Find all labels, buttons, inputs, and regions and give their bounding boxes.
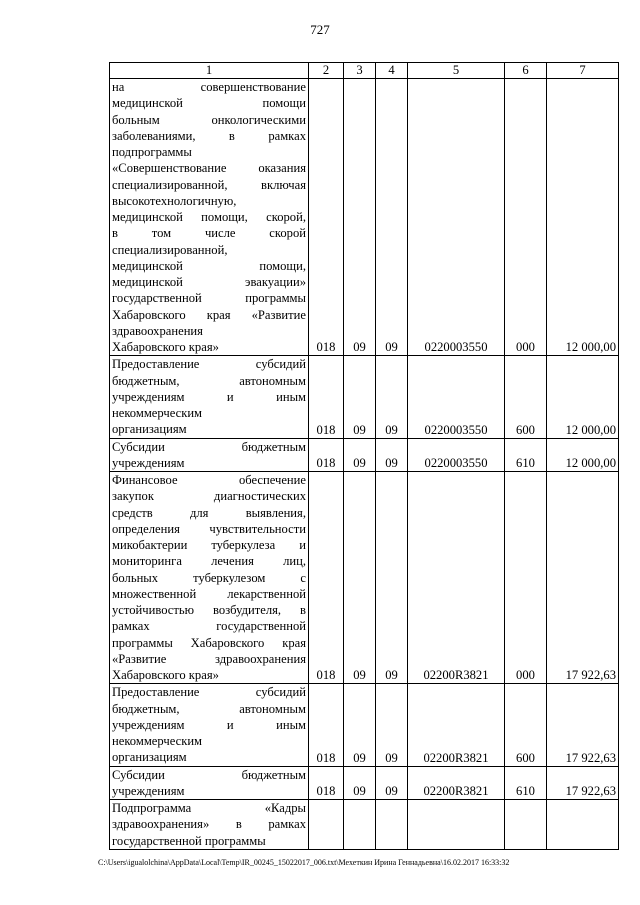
description-line: государственной программы <box>112 291 306 306</box>
description-line: микобактерии туберкулеза и <box>112 538 306 552</box>
description-line: множественной лекарственной <box>112 586 306 601</box>
section-code-cell: 09 <box>344 472 376 684</box>
description-line: учреждениям и иным <box>112 717 306 732</box>
ministry-code-cell: 018 <box>309 438 344 472</box>
section-code-cell: 09 <box>344 766 376 800</box>
header-cell-1: 1 <box>110 63 309 79</box>
description-line: заболеваниями, в рамках <box>112 128 306 143</box>
description-line: определения чувствительности <box>112 521 306 536</box>
description-line: медицинской помощи, скорой, <box>112 210 306 224</box>
description-line: здравоохранения <box>112 323 203 338</box>
description-line: медицинской помощи, <box>112 258 306 273</box>
target-article-cell: 0220003550 <box>408 79 505 356</box>
expense-type-cell <box>505 800 547 850</box>
target-article-cell: 02200R3821 <box>408 472 505 684</box>
file-path-footer: C:\Users\igualolchina\AppData\Local\Temp\IR_00245_15022017_006.txt\Мехеткин Ирина Геннадьевна\16.02.2017 16:33:32 <box>98 858 510 867</box>
description-line: Субсидии бюджетным <box>112 767 306 782</box>
subsection-code-cell: 09 <box>376 438 408 472</box>
expense-type-cell: 600 <box>505 356 547 438</box>
description-line: больным онкологическими <box>112 112 306 127</box>
description-line: медицинской эвакуации» <box>112 275 306 289</box>
row-description <box>110 766 309 800</box>
description-line: Хабаровского края «Развитие <box>112 307 306 322</box>
subsection-code-cell <box>376 800 408 850</box>
subsection-code-cell: 09 <box>376 79 408 356</box>
table-row <box>110 766 619 800</box>
table-row <box>110 79 619 356</box>
description-line: программы Хабаровского края <box>112 635 306 650</box>
description-line: специализированной, включая <box>112 177 306 192</box>
description-line: Субсидии бюджетным <box>112 439 306 454</box>
description-line: некоммерческим <box>112 734 203 748</box>
subsection-code-cell: 09 <box>376 766 408 800</box>
target-article-cell: 02200R3821 <box>408 766 505 800</box>
amount-cell: 12 000,00 <box>547 356 619 438</box>
description-line: в том числе скорой <box>112 226 306 241</box>
header-cell-6: 6 <box>505 63 547 79</box>
ministry-code-cell: 018 <box>309 356 344 438</box>
description-line: Финансовое обеспечение <box>112 473 306 487</box>
description-line: больных туберкулезом с <box>112 570 306 585</box>
row-description <box>110 472 309 684</box>
description-line: Предоставление субсидий <box>112 685 306 700</box>
header-row <box>110 63 619 79</box>
row-description <box>110 800 309 850</box>
description-line: подпрограммы <box>112 145 192 159</box>
description-line: здравоохранения» в рамках <box>112 817 306 832</box>
description-line: мониторинга лечения лиц, <box>112 554 306 569</box>
description-line: государственной программы <box>112 833 266 848</box>
description-line: учреждениям <box>112 783 185 798</box>
amount-cell: 12 000,00 <box>547 438 619 472</box>
amount-cell <box>547 800 619 850</box>
ministry-code-cell: 018 <box>309 766 344 800</box>
target-article-cell <box>408 800 505 850</box>
description-line: бюджетным, автономным <box>112 373 306 388</box>
expense-type-cell: 610 <box>505 438 547 472</box>
header-cell-7: 7 <box>547 63 619 79</box>
ministry-code-cell <box>309 800 344 850</box>
expense-type-cell: 600 <box>505 684 547 766</box>
subsection-code-cell: 09 <box>376 356 408 438</box>
subsection-code-cell: 09 <box>376 684 408 766</box>
description-line: высокотехнологичную, <box>112 193 237 208</box>
budget-table <box>109 62 619 850</box>
description-line: Хабаровского края» <box>112 340 219 354</box>
table-row <box>110 356 619 438</box>
description-line: «Развитие здравоохранения <box>112 651 306 666</box>
description-line: специализированной, <box>112 242 228 257</box>
description-line: Хабаровского края» <box>112 668 219 682</box>
description-line: организациям <box>112 422 187 437</box>
expense-type-cell: 610 <box>505 766 547 800</box>
amount-cell: 12 000,00 <box>547 79 619 356</box>
description-line: медицинской помощи <box>112 96 306 111</box>
description-line: Подпрограмма «Кадры <box>112 801 306 815</box>
row-description <box>110 356 309 438</box>
amount-cell: 17 922,63 <box>547 684 619 766</box>
row-description <box>110 684 309 766</box>
ministry-code-cell: 018 <box>309 684 344 766</box>
description-line: Предоставление субсидий <box>112 357 306 372</box>
description-line: закупок диагностических <box>112 489 306 504</box>
description-line: учреждениям и иным <box>112 389 306 404</box>
row-description <box>110 79 309 356</box>
section-code-cell: 09 <box>344 438 376 472</box>
table-row <box>110 438 619 472</box>
amount-cell: 17 922,63 <box>547 472 619 684</box>
target-article-cell: 0220003550 <box>408 356 505 438</box>
description-line: устойчивостью возбудителя, в <box>112 603 306 617</box>
table-row <box>110 684 619 766</box>
expense-type-cell: 000 <box>505 79 547 356</box>
description-line: бюджетным, автономным <box>112 701 306 716</box>
section-code-cell <box>344 800 376 850</box>
expense-type-cell: 000 <box>505 472 547 684</box>
description-line: учреждениям <box>112 455 185 470</box>
header-cell-5: 5 <box>408 63 505 79</box>
description-line: некоммерческим <box>112 406 203 420</box>
description-line: на совершенствование <box>112 80 306 94</box>
header-cell-2: 2 <box>309 63 344 79</box>
description-line: организациям <box>112 750 187 765</box>
header-cell-3: 3 <box>344 63 376 79</box>
section-code-cell: 09 <box>344 79 376 356</box>
target-article-cell: 0220003550 <box>408 438 505 472</box>
description-line: рамках государственной <box>112 619 306 634</box>
header-cell-4: 4 <box>376 63 408 79</box>
ministry-code-cell: 018 <box>309 472 344 684</box>
table-row <box>110 472 619 684</box>
amount-cell: 17 922,63 <box>547 766 619 800</box>
subsection-code-cell: 09 <box>376 472 408 684</box>
row-description <box>110 438 309 472</box>
section-code-cell: 09 <box>344 356 376 438</box>
ministry-code-cell: 018 <box>309 79 344 356</box>
description-line: средств для выявления, <box>112 505 306 520</box>
table-row <box>110 800 619 850</box>
page-number: 727 <box>310 22 330 37</box>
target-article-cell: 02200R3821 <box>408 684 505 766</box>
description-line: «Совершенствование оказания <box>112 161 306 176</box>
section-code-cell: 09 <box>344 684 376 766</box>
